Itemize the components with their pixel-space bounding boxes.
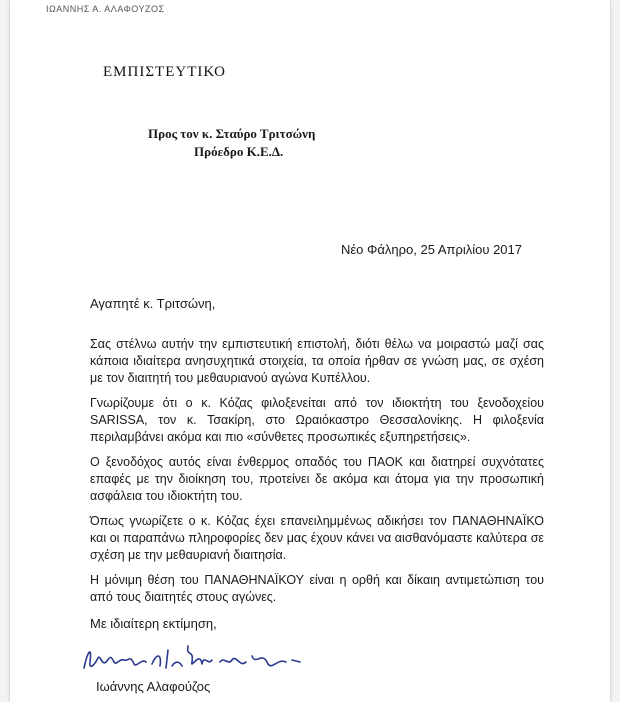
greeting: Αγαπητέ κ. Τριτσώνη, [90, 296, 216, 311]
signer-name: Ιωάννης Αλαφούζος [96, 679, 211, 694]
paragraph: Όπως γνωρίζετε ο κ. Κόζας έχει επανειλημμένως αδικήσει τον ΠΑΝΑΘΗΝΑΪΚΟ και οι παραπάνω πληροφορίες δεν μας έχουν κάνει να αισθανόμαστε καλύτερα σε σχέση με την μεθαυριανή διαιτησία. [90, 514, 544, 562]
paragraph: Ο ξενοδόχος αυτός είναι ένθερμος οπαδός του ΠΑΟΚ και διατηρεί συχνότατες επαφές με την διοίκηση του, προτείνει δε ακόμα και άτομα για την προσωπική ασφάλεια του ιδιοκτήτη του. [90, 455, 544, 503]
letter-body [90, 336, 544, 614]
signature-stroke [84, 646, 300, 668]
paragraph: Σας στέλνω αυτήν την εμπιστευτική επιστολή, διότι θέλω να μοιραστώ μαζί σας κάποια ιδιαίτερα ανησυχητικά στοιχεία, τα οποία ήρθαν σε γνώση μας, σε σχέση με τον διαιτητή του μεθαυριανού αγώνα Κυπέλλου. [90, 337, 544, 385]
running-header: ΙΩΑΝΝΗΣ Α. ΑΛΑΦΟΥΖΟΣ [46, 4, 165, 14]
place-date: Νέο Φάληρο, 25 Απριλίου 2017 [340, 242, 522, 257]
closing: Με ιδιαίτερη εκτίμηση, [90, 616, 217, 631]
recipient-title: Πρόεδρο Κ.Ε.Δ. [194, 144, 284, 159]
recipient-name: Προς τον κ. Σταύρο Τριτσώνη [148, 126, 316, 141]
paragraph: Γνωρίζουμε ότι ο κ. Κόζας φιλοξενείται από τον ιδιοκτήτη του ξενοδοχείου SARISSA, τον κ. Τσακίρη, στο Ωραιόκαστρο Θεσσαλονίκης. Η φιλοξενία περιλαμβάνει ακόμα και πιο «σύνθετες προσωπικές εξυπηρετήσεις». [90, 396, 544, 444]
paragraph: Η μόνιμη θέση του ΠΑΝΑΘΗΝΑΪΚΟΥ είναι η ορθή και δίκαιη αντιμετώπιση του από τους διαιτητές στους αγώνες. [90, 573, 544, 604]
handwritten-signature [76, 640, 326, 676]
letter-page [9, 0, 611, 702]
recipient-block [148, 125, 315, 161]
classification-heading: ΕΜΠΙΣΤΕΥΤΙΚΟ [103, 64, 227, 80]
